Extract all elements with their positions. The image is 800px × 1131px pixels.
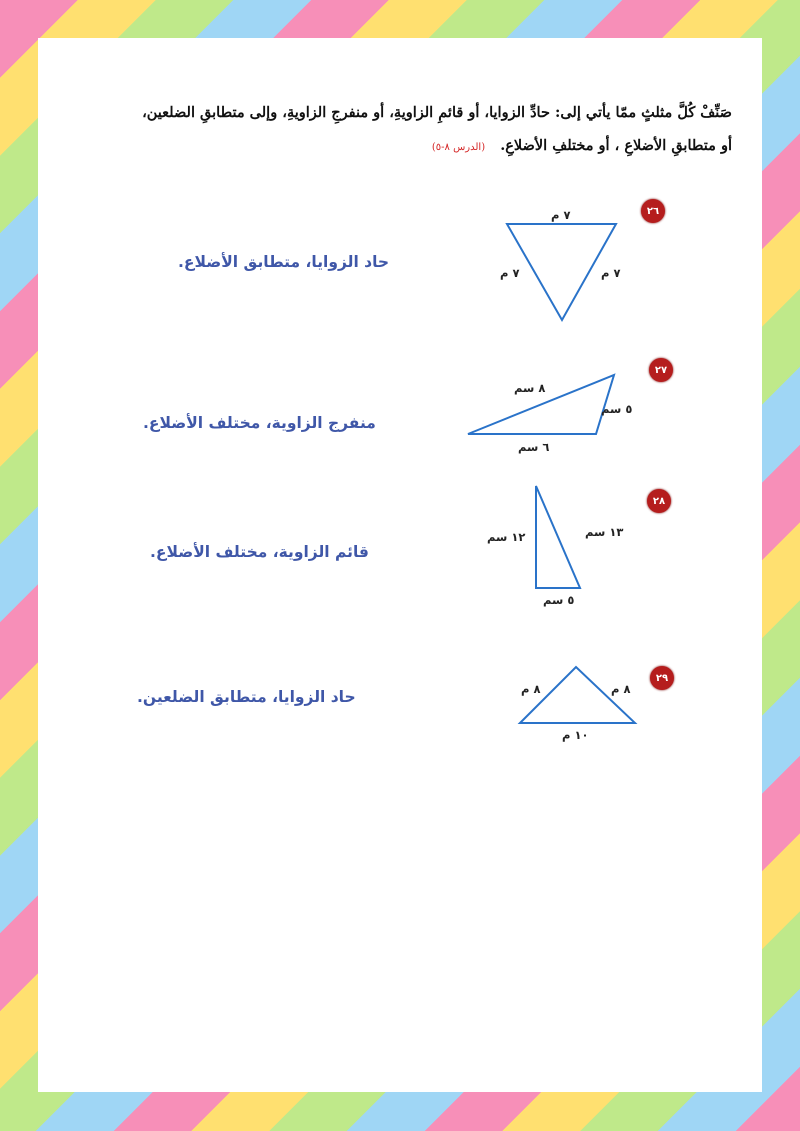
exercise-27-answer: منفرج الزاوية، مختلف الأضلاع.: [143, 414, 376, 432]
exercise-29-triangle: [38, 38, 762, 738]
exercise-29-side-right: ٨ م: [611, 682, 631, 696]
exercise-26-side-right: ٧ م: [601, 266, 621, 280]
exercise-26-side-left: ٧ م: [500, 266, 520, 280]
exercise-27-side-right: ٥ سم: [601, 402, 633, 416]
exercise-28-answer: قائم الزاوية، مختلف الأضلاع.: [150, 543, 369, 561]
exercise-27-side-top: ٨ سم: [514, 381, 546, 395]
instructions-line-2-text: أو متطابقِ الأضلاعِ ، أو مختلفِ الأضلاعِ.: [500, 137, 732, 154]
exercise-26-answer: حاد الزوايا، متطابق الأضلاع.: [178, 253, 390, 271]
exercise-27-side-bottom: ٦ سم: [518, 440, 550, 454]
lesson-reference: (الدرس ٨-٥): [431, 142, 486, 153]
exercise-26-number-badge: ٢٦: [641, 199, 665, 223]
exercise-28-number-badge: ٢٨: [647, 489, 671, 513]
exercise-29-number-badge: ٢٩: [650, 666, 674, 690]
exercise-28-side-left: ١٢ سم: [487, 530, 526, 544]
exercise-28-side-right: ١٣ سم: [585, 525, 624, 539]
exercise-29-answer: حاد الزوايا، متطابق الضلعين.: [137, 688, 356, 706]
exercise-29-side-bottom: ١٠ م: [562, 728, 589, 742]
exercise-29-side-left: ٨ م: [521, 682, 541, 696]
instructions-line-1: صَنِّفْ كُلَّ مثلثٍ ممّا يأتي إلى: حادِّ الزوايا، أو قائمِ الزاويةِ، أو منفرجِ الزاويةِ، وإلى متطابقِ الضلعين،: [142, 104, 732, 121]
worksheet-page: [38, 38, 762, 1092]
exercise-27-number-badge: ٢٧: [649, 358, 673, 382]
exercise-28-side-bottom: ٥ سم: [543, 593, 575, 607]
exercise-26-side-top: ٧ م: [551, 208, 571, 222]
